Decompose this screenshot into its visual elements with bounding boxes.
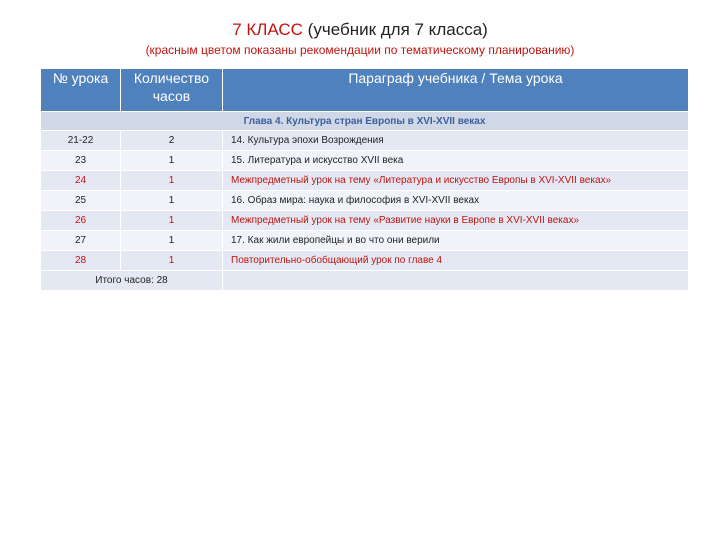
topic-cell: Межпредметный урок на тему «Развитие науки в Европе в XVI-XVII веках»: [223, 211, 689, 231]
lesson-plan-table: [40, 68, 689, 291]
total-row: [41, 271, 689, 291]
lesson-number-cell: 25: [41, 191, 121, 211]
total-empty-cell: [223, 271, 689, 291]
topic-cell: 14. Культура эпохи Возрождения: [223, 131, 689, 151]
table-row: [41, 251, 689, 271]
table-row: [41, 191, 689, 211]
title-class: 7 КЛАСС: [232, 20, 303, 39]
hours-cell: 1: [121, 211, 223, 231]
page-title: [0, 20, 720, 40]
hours-cell: 1: [121, 191, 223, 211]
lesson-number-cell: 24: [41, 171, 121, 191]
table-row: [41, 231, 689, 251]
header-topic: Параграф учебника / Тема урока: [223, 69, 689, 112]
chapter-row: [41, 112, 689, 131]
title-rest: (учебник для 7 класса): [302, 20, 488, 39]
hours-cell: 1: [121, 171, 223, 191]
lesson-number-cell: 21-22: [41, 131, 121, 151]
topic-cell: 15. Литература и искусство XVII века: [223, 151, 689, 171]
hours-cell: 1: [121, 231, 223, 251]
hours-cell: 1: [121, 151, 223, 171]
total-hours: Итого часов: 28: [41, 271, 223, 291]
table-row: [41, 131, 689, 151]
lesson-number-cell: 23: [41, 151, 121, 171]
topic-cell: Межпредметный урок на тему «Литература и искусство Европы в XVI-XVII веках»: [223, 171, 689, 191]
table-row: [41, 151, 689, 171]
header-lesson-number: № урока: [41, 69, 121, 112]
topic-cell: 16. Образ мира: наука и философия в XVI-XVII веках: [223, 191, 689, 211]
lesson-number-cell: 26: [41, 211, 121, 231]
chapter-title: Глава 4. Культура стран Европы в XVI-XVII веках: [41, 112, 689, 131]
header-hours: Количество часов: [121, 69, 223, 112]
lesson-number-cell: 27: [41, 231, 121, 251]
table-header-row: [41, 69, 689, 112]
hours-cell: 2: [121, 131, 223, 151]
lesson-number-cell: 28: [41, 251, 121, 271]
table-row: [41, 171, 689, 191]
topic-cell: 17. Как жили европейцы и во что они верили: [223, 231, 689, 251]
topic-cell: Повторительно-обобщающий урок по главе 4: [223, 251, 689, 271]
hours-cell: 1: [121, 251, 223, 271]
page-subtitle: (красным цветом показаны рекомендации по тематическому планированию): [145, 43, 575, 57]
table-row: [41, 211, 689, 231]
